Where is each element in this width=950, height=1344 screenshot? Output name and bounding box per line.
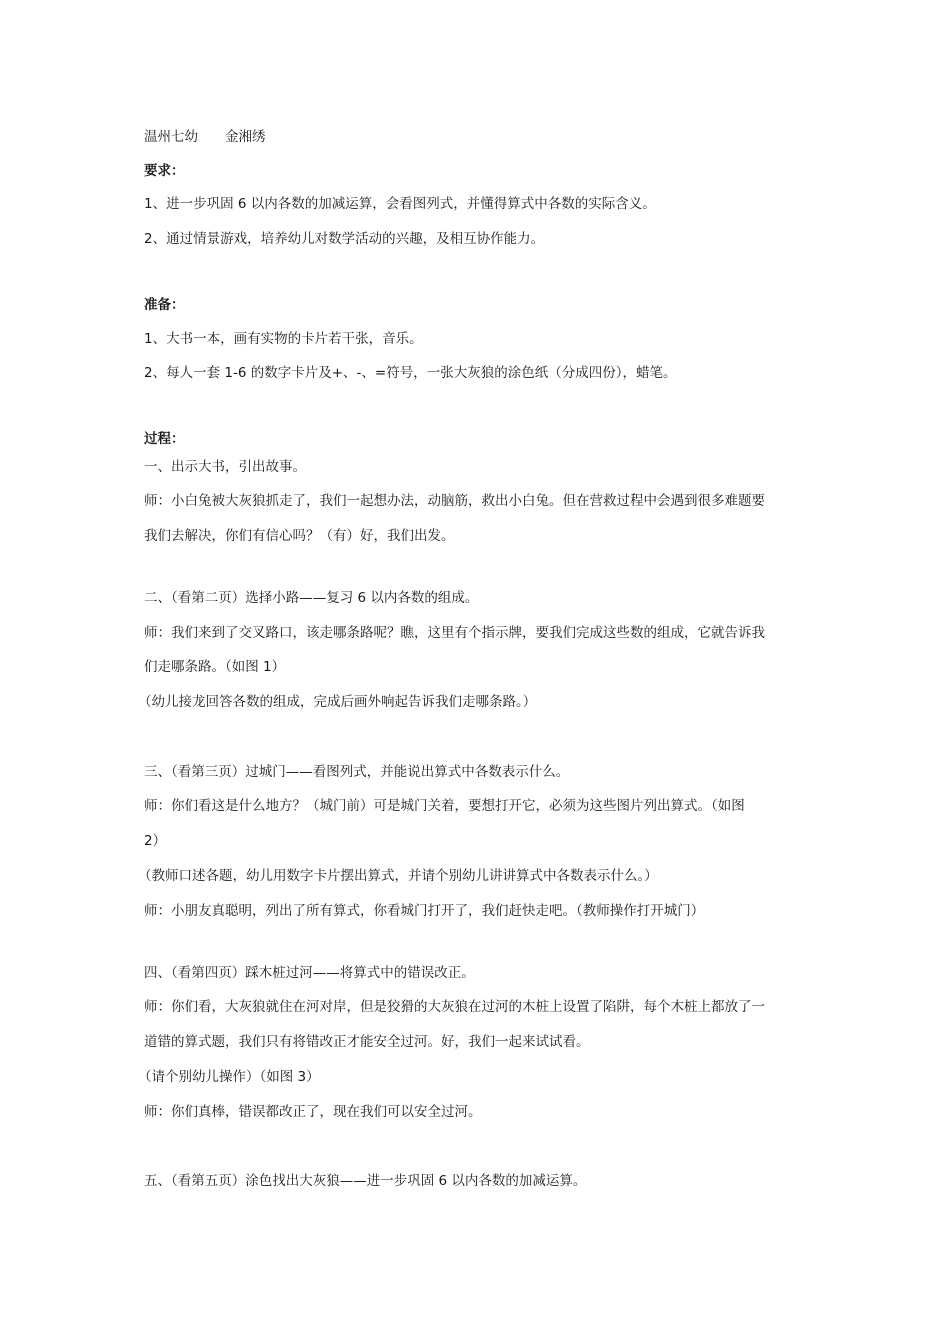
requirements-heading: 要求：	[144, 163, 185, 179]
section-2-line-1: 师：我们来到了交叉路口，该走哪条路呢？瞧，这里有个指示牌，要我们完成这些数的组成，它就告诉我	[144, 625, 765, 641]
section-4-line-1: 师：你们看，大灰狼就住在河对岸，但是狡猾的大灰狼在过河的木桩上设置了陷阱，每个木桩上都放了一	[144, 999, 765, 1015]
section-3-line-3: （教师口述各题，幼儿用数字卡片摆出算式，并请个别幼儿讲讲算式中各数表示什么。）	[138, 868, 658, 884]
preparation-item-2: 2、每人一套 1-6 的数字卡片及+、-、=符号，一张大灰狼的涂色纸（分成四份），蜡笔。	[144, 365, 677, 381]
section-1-title: 一、出示大书，引出故事。	[144, 459, 306, 475]
section-2-title: 二、（看第二页）选择小路——复习 6 以内各数的组成。	[144, 590, 479, 606]
author-line: 温州七幼 金湘绣	[144, 129, 266, 145]
process-heading: 过程：	[144, 431, 185, 447]
section-3-line-1: 师：你们看这是什么地方？（城门前）可是城门关着，要想打开它，必须为这些图片列出算式。（如图	[144, 798, 745, 814]
requirement-item-2: 2、通过情景游戏，培养幼儿对数学活动的兴趣，及相互协作能力。	[144, 231, 545, 247]
section-4-line-2: 道错的算式题，我们只有将错改正才能安全过河。好，我们一起来试试看。	[144, 1034, 590, 1050]
preparation-heading: 准备：	[144, 297, 185, 313]
section-1-line-1: 师：小白兔被大灰狼抓走了，我们一起想办法，动脑筋，救出小白兔。但在营救过程中会遇到很多难题要	[144, 493, 765, 509]
requirement-item-1: 1、进一步巩固 6 以内各数的加减运算，会看图列式，并懂得算式中各数的实际含义。	[144, 196, 656, 212]
section-3-title: 三、（看第三页）过城门——看图列式，并能说出算式中各数表示什么。	[144, 764, 570, 780]
section-3-line-4: 师：小朋友真聪明，列出了所有算式，你看城门打开了，我们赶快走吧。（教师操作打开城门）	[144, 903, 705, 919]
section-4-title: 四、（看第四页）踩木桩过河——将算式中的错误改正。	[144, 965, 475, 981]
section-4-line-4: 师：你们真棒，错误都改正了，现在我们可以安全过河。	[144, 1104, 482, 1120]
section-1-line-2: 我们去解决，你们有信心吗？（有）好，我们出发。	[144, 528, 455, 544]
preparation-item-1: 1、大书一本，画有实物的卡片若干张，音乐。	[144, 331, 423, 347]
section-2-line-2: 们走哪条路。（如图 1）	[144, 659, 286, 675]
section-4-line-3: （请个别幼儿操作）（如图 3）	[138, 1069, 320, 1085]
section-5-title: 五、（看第五页）涂色找出大灰狼——进一步巩固 6 以内各数的加减运算。	[144, 1173, 587, 1189]
section-2-line-3: （幼儿接龙回答各数的组成，完成后画外响起告诉我们走哪条路。）	[138, 694, 537, 710]
section-3-line-2: 2）	[144, 833, 167, 849]
